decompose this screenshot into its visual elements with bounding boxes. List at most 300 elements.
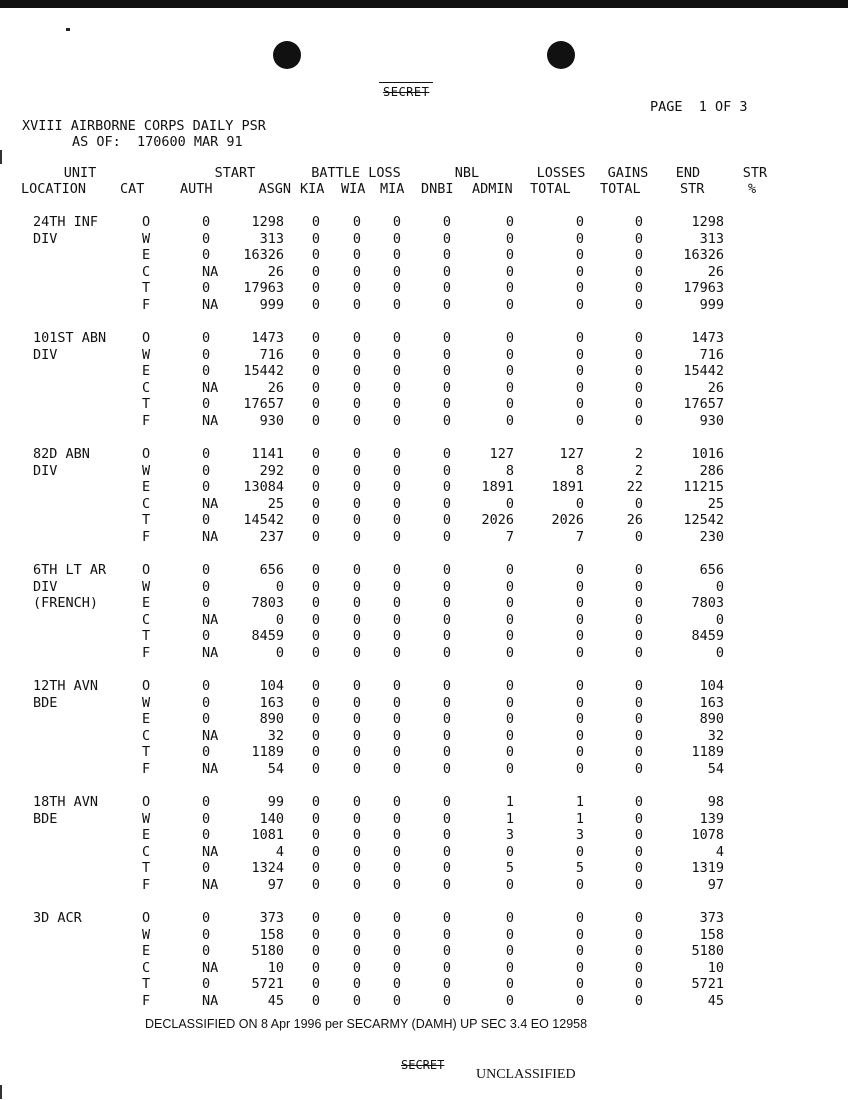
auth-cell: 0 bbox=[202, 794, 211, 810]
dnbi-cell: 0 bbox=[442, 214, 452, 230]
header-bottom-0: LOCATION bbox=[21, 181, 87, 197]
auth-cell: NA bbox=[202, 959, 219, 976]
unit-name: 82D ABN bbox=[33, 446, 90, 462]
end-str-cell: 97 bbox=[707, 876, 724, 893]
asgn-cell: 1189 bbox=[251, 744, 284, 761]
wia-cell: 0 bbox=[352, 230, 362, 247]
mia-cell: 0 bbox=[392, 462, 402, 479]
asgn-cell: 716 bbox=[259, 346, 284, 363]
header-bottom-10: TOTAL bbox=[600, 181, 641, 197]
dnbi-cell: 0 bbox=[442, 959, 452, 976]
header-top-4: LOSSES bbox=[536, 165, 586, 181]
gains-total-cell: 0 bbox=[634, 744, 644, 761]
admin-cell: 0 bbox=[505, 644, 515, 661]
dnbi-cell: 0 bbox=[442, 512, 452, 529]
header-bottom-2: AUTH bbox=[180, 181, 213, 197]
mia-cell: 0 bbox=[392, 794, 402, 810]
unit-name: 101ST ABN bbox=[33, 330, 107, 346]
left-edge-mark bbox=[0, 150, 2, 164]
header-top-5: GAINS bbox=[607, 165, 649, 181]
wia-cell: 0 bbox=[352, 379, 362, 396]
losses-total-cell: 0 bbox=[575, 876, 585, 893]
kia-cell: 0 bbox=[311, 678, 321, 694]
asgn-cell: 5180 bbox=[251, 943, 284, 960]
end-str-cell: 313 bbox=[699, 230, 724, 247]
category-cell: O bbox=[142, 330, 151, 346]
admin-cell: 0 bbox=[505, 396, 515, 413]
auth-cell: 0 bbox=[202, 860, 211, 877]
binder-hole-right bbox=[547, 41, 575, 69]
wia-cell: 0 bbox=[352, 711, 362, 728]
dnbi-cell: 0 bbox=[442, 495, 452, 512]
admin-cell: 0 bbox=[505, 578, 515, 595]
mia-cell: 0 bbox=[392, 214, 402, 230]
asgn-cell: 890 bbox=[259, 711, 284, 728]
wia-cell: 0 bbox=[352, 446, 362, 462]
wia-cell: 0 bbox=[352, 910, 362, 926]
dnbi-cell: 0 bbox=[442, 876, 452, 893]
dnbi-cell: 0 bbox=[442, 727, 452, 744]
gains-total-cell: 0 bbox=[634, 330, 644, 346]
kia-cell: 0 bbox=[311, 578, 321, 595]
auth-cell: 0 bbox=[202, 280, 211, 297]
dnbi-cell: 0 bbox=[442, 827, 452, 844]
end-str-cell: 999 bbox=[699, 296, 724, 313]
end-str-cell: 1473 bbox=[691, 330, 724, 346]
end-str-cell: 54 bbox=[707, 760, 724, 777]
admin-cell: 0 bbox=[505, 926, 515, 943]
wia-cell: 0 bbox=[352, 247, 362, 264]
losses-total-cell: 0 bbox=[575, 363, 585, 380]
category-cell: E bbox=[142, 711, 151, 728]
mia-cell: 0 bbox=[392, 678, 402, 694]
asgn-cell: 17963 bbox=[243, 280, 284, 297]
end-str-cell: 890 bbox=[699, 711, 724, 728]
admin-cell: 7 bbox=[505, 528, 514, 545]
mia-cell: 0 bbox=[392, 992, 402, 1009]
unit-name: 18TH AVN bbox=[33, 794, 99, 810]
dnbi-cell: 0 bbox=[442, 578, 452, 595]
dnbi-cell: 0 bbox=[442, 744, 452, 761]
category-cell: E bbox=[142, 479, 151, 496]
auth-cell: NA bbox=[202, 876, 219, 893]
end-str-cell: 45 bbox=[707, 992, 724, 1009]
gains-total-cell: 0 bbox=[634, 296, 644, 313]
category-cell: W bbox=[142, 230, 151, 247]
asgn-cell: 140 bbox=[259, 810, 284, 827]
unit-name: 24TH INF bbox=[33, 214, 99, 230]
header-bottom-6: MIA bbox=[380, 181, 405, 197]
admin-cell: 0 bbox=[505, 379, 515, 396]
losses-total-cell: 0 bbox=[575, 976, 585, 993]
gains-total-cell: 0 bbox=[634, 678, 644, 694]
category-cell: E bbox=[142, 363, 151, 380]
category-cell: F bbox=[142, 760, 151, 777]
end-str-cell: 16326 bbox=[683, 247, 724, 264]
losses-total-cell: 0 bbox=[575, 694, 585, 711]
mia-cell: 0 bbox=[392, 926, 402, 943]
header-bottom-9: TOTAL bbox=[530, 181, 571, 197]
end-str-cell: 1016 bbox=[691, 446, 724, 462]
asgn-cell: 313 bbox=[259, 230, 284, 247]
header-top-7: STR bbox=[742, 165, 768, 181]
end-str-cell: 26 bbox=[707, 379, 724, 396]
header-bottom-1: CAT bbox=[120, 181, 145, 197]
auth-cell: 0 bbox=[202, 694, 211, 711]
header-bottom-5: WIA bbox=[341, 181, 366, 197]
admin-cell: 0 bbox=[505, 330, 515, 346]
asgn-cell: 99 bbox=[267, 794, 284, 810]
auth-cell: 0 bbox=[202, 578, 211, 595]
gains-total-cell: 2 bbox=[634, 446, 643, 462]
kia-cell: 0 bbox=[311, 727, 321, 744]
losses-total-cell: 0 bbox=[575, 727, 585, 744]
dnbi-cell: 0 bbox=[442, 247, 452, 264]
category-cell: F bbox=[142, 412, 151, 429]
mia-cell: 0 bbox=[392, 528, 402, 545]
kia-cell: 0 bbox=[311, 512, 321, 529]
dnbi-cell: 0 bbox=[442, 843, 452, 860]
dnbi-cell: 0 bbox=[442, 760, 452, 777]
dnbi-cell: 0 bbox=[442, 263, 452, 280]
header-top-2: BATTLE LOSS bbox=[311, 165, 401, 181]
unit-name: BDE bbox=[33, 810, 58, 827]
header-bottom-3: ASGN bbox=[258, 181, 291, 197]
asgn-cell: 373 bbox=[259, 910, 284, 926]
dnbi-cell: 0 bbox=[442, 910, 452, 926]
declassification-notice: DECLASSIFIED ON 8 Apr 1996 per SECARMY (DAMH) UP SEC 3.4 EO 12958 bbox=[145, 1017, 588, 1031]
asgn-cell: 1141 bbox=[251, 446, 284, 462]
asgn-cell: 656 bbox=[259, 562, 284, 578]
gains-total-cell: 0 bbox=[634, 959, 644, 976]
end-str-cell: 163 bbox=[699, 694, 724, 711]
wia-cell: 0 bbox=[352, 396, 362, 413]
gains-total-cell: 0 bbox=[634, 263, 644, 280]
mia-cell: 0 bbox=[392, 860, 402, 877]
gains-total-cell: 0 bbox=[634, 694, 644, 711]
asgn-cell: 4 bbox=[275, 843, 284, 860]
gains-total-cell: 0 bbox=[634, 562, 644, 578]
gains-total-cell: 0 bbox=[634, 976, 644, 993]
category-cell: F bbox=[142, 644, 151, 661]
mia-cell: 0 bbox=[392, 446, 402, 462]
wia-cell: 0 bbox=[352, 943, 362, 960]
kia-cell: 0 bbox=[311, 910, 321, 926]
admin-cell: 0 bbox=[505, 876, 515, 893]
end-str-cell: 286 bbox=[699, 462, 724, 479]
dnbi-cell: 0 bbox=[442, 379, 452, 396]
admin-cell: 0 bbox=[505, 280, 515, 297]
dnbi-cell: 0 bbox=[442, 810, 452, 827]
kia-cell: 0 bbox=[311, 479, 321, 496]
kia-cell: 0 bbox=[311, 346, 321, 363]
kia-cell: 0 bbox=[311, 810, 321, 827]
losses-total-cell: 0 bbox=[575, 412, 585, 429]
asgn-cell: 237 bbox=[259, 528, 284, 545]
auth-cell: 0 bbox=[202, 214, 211, 230]
kia-cell: 0 bbox=[311, 711, 321, 728]
header-top-1: START bbox=[214, 165, 256, 181]
mia-cell: 0 bbox=[392, 760, 402, 777]
category-cell: T bbox=[142, 280, 151, 297]
auth-cell: NA bbox=[202, 644, 219, 661]
kia-cell: 0 bbox=[311, 296, 321, 313]
admin-cell: 0 bbox=[505, 711, 515, 728]
gains-total-cell: 0 bbox=[634, 628, 644, 645]
admin-cell: 0 bbox=[505, 843, 515, 860]
admin-cell: 0 bbox=[505, 214, 515, 230]
gains-total-cell: 0 bbox=[634, 363, 644, 380]
unclassified-stamp: UNCLASSIFIED bbox=[476, 1067, 576, 1082]
wia-cell: 0 bbox=[352, 959, 362, 976]
gains-total-cell: 2 bbox=[634, 462, 643, 479]
losses-total-cell: 0 bbox=[575, 992, 585, 1009]
category-cell: W bbox=[142, 694, 151, 711]
losses-total-cell: 7 bbox=[575, 528, 584, 545]
end-str-cell: 0 bbox=[715, 644, 724, 661]
dnbi-cell: 0 bbox=[442, 446, 452, 462]
classification-bottom: SECRET bbox=[401, 1058, 445, 1072]
category-cell: T bbox=[142, 860, 151, 877]
gains-total-cell: 0 bbox=[634, 595, 644, 612]
gains-total-cell: 0 bbox=[634, 412, 644, 429]
wia-cell: 0 bbox=[352, 280, 362, 297]
asgn-cell: 45 bbox=[267, 992, 284, 1009]
end-str-cell: 158 bbox=[699, 926, 724, 943]
category-cell: E bbox=[142, 595, 151, 612]
header-bottom-11: STR bbox=[680, 181, 705, 197]
losses-total-cell: 0 bbox=[575, 379, 585, 396]
category-cell: E bbox=[142, 943, 151, 960]
category-cell: W bbox=[142, 578, 151, 595]
header-top-3: NBL bbox=[454, 165, 480, 181]
mia-cell: 0 bbox=[392, 876, 402, 893]
unit-name: DIV bbox=[33, 230, 58, 247]
dnbi-cell: 0 bbox=[442, 479, 452, 496]
kia-cell: 0 bbox=[311, 926, 321, 943]
kia-cell: 0 bbox=[311, 562, 321, 578]
mia-cell: 0 bbox=[392, 479, 402, 496]
gains-total-cell: 0 bbox=[634, 827, 644, 844]
gains-total-cell: 0 bbox=[634, 760, 644, 777]
auth-cell: NA bbox=[202, 379, 219, 396]
header-bottom-12: % bbox=[748, 181, 757, 197]
dnbi-cell: 0 bbox=[442, 330, 452, 346]
end-str-cell: 98 bbox=[707, 794, 724, 810]
gains-total-cell: 0 bbox=[634, 578, 644, 595]
auth-cell: NA bbox=[202, 412, 219, 429]
asgn-cell: 17657 bbox=[243, 396, 284, 413]
wia-cell: 0 bbox=[352, 611, 362, 628]
admin-cell: 0 bbox=[505, 744, 515, 761]
losses-total-cell: 0 bbox=[575, 843, 585, 860]
end-str-cell: 4 bbox=[715, 843, 724, 860]
auth-cell: 0 bbox=[202, 512, 211, 529]
mia-cell: 0 bbox=[392, 611, 402, 628]
dnbi-cell: 0 bbox=[442, 462, 452, 479]
category-cell: C bbox=[142, 379, 151, 396]
mia-cell: 0 bbox=[392, 959, 402, 976]
dnbi-cell: 0 bbox=[442, 396, 452, 413]
asgn-cell: 0 bbox=[275, 644, 284, 661]
dnbi-cell: 0 bbox=[442, 926, 452, 943]
admin-cell: 5 bbox=[505, 860, 514, 877]
gains-total-cell: 0 bbox=[634, 843, 644, 860]
category-cell: T bbox=[142, 744, 151, 761]
admin-cell: 3 bbox=[505, 827, 514, 844]
mia-cell: 0 bbox=[392, 595, 402, 612]
auth-cell: 0 bbox=[202, 363, 211, 380]
kia-cell: 0 bbox=[311, 214, 321, 230]
wia-cell: 0 bbox=[352, 528, 362, 545]
header-top-0: UNIT bbox=[63, 165, 97, 181]
auth-cell: 0 bbox=[202, 827, 211, 844]
losses-total-cell: 0 bbox=[575, 495, 585, 512]
auth-cell: 0 bbox=[202, 479, 211, 496]
auth-cell: NA bbox=[202, 760, 219, 777]
kia-cell: 0 bbox=[311, 992, 321, 1009]
kia-cell: 0 bbox=[311, 943, 321, 960]
category-cell: O bbox=[142, 910, 151, 926]
kia-cell: 0 bbox=[311, 412, 321, 429]
mia-cell: 0 bbox=[392, 711, 402, 728]
admin-cell: 8 bbox=[505, 462, 514, 479]
mia-cell: 0 bbox=[392, 412, 402, 429]
wia-cell: 0 bbox=[352, 263, 362, 280]
dnbi-cell: 0 bbox=[442, 412, 452, 429]
mia-cell: 0 bbox=[392, 495, 402, 512]
losses-total-cell: 0 bbox=[575, 230, 585, 247]
category-cell: O bbox=[142, 446, 151, 462]
losses-total-cell: 0 bbox=[575, 396, 585, 413]
asgn-cell: 1324 bbox=[251, 860, 284, 877]
dnbi-cell: 0 bbox=[442, 628, 452, 645]
dnbi-cell: 0 bbox=[442, 694, 452, 711]
category-cell: O bbox=[142, 562, 151, 578]
admin-cell: 0 bbox=[505, 678, 515, 694]
mia-cell: 0 bbox=[392, 644, 402, 661]
gains-total-cell: 0 bbox=[634, 926, 644, 943]
admin-cell: 0 bbox=[505, 727, 515, 744]
unit-name: (FRENCH) bbox=[33, 595, 99, 612]
kia-cell: 0 bbox=[311, 794, 321, 810]
admin-cell: 0 bbox=[505, 611, 515, 628]
end-str-cell: 26 bbox=[707, 263, 724, 280]
kia-cell: 0 bbox=[311, 330, 321, 346]
auth-cell: 0 bbox=[202, 910, 211, 926]
dnbi-cell: 0 bbox=[442, 595, 452, 612]
unit-name: DIV bbox=[33, 346, 58, 363]
unit-name: DIV bbox=[33, 578, 58, 595]
wia-cell: 0 bbox=[352, 926, 362, 943]
auth-cell: NA bbox=[202, 843, 219, 860]
dnbi-cell: 0 bbox=[442, 611, 452, 628]
end-str-cell: 17963 bbox=[683, 280, 724, 297]
admin-cell: 0 bbox=[505, 595, 515, 612]
category-cell: W bbox=[142, 346, 151, 363]
wia-cell: 0 bbox=[352, 363, 362, 380]
end-str-cell: 15442 bbox=[683, 363, 724, 380]
end-str-cell: 8459 bbox=[691, 628, 724, 645]
end-str-cell: 5721 bbox=[691, 976, 724, 993]
gains-total-cell: 0 bbox=[634, 611, 644, 628]
wia-cell: 0 bbox=[352, 578, 362, 595]
asgn-cell: 104 bbox=[259, 678, 284, 694]
wia-cell: 0 bbox=[352, 330, 362, 346]
end-str-cell: 1298 bbox=[691, 214, 724, 230]
admin-cell: 0 bbox=[505, 992, 515, 1009]
unit-name: 6TH LT AR bbox=[33, 562, 107, 578]
end-str-cell: 230 bbox=[699, 528, 724, 545]
kia-cell: 0 bbox=[311, 495, 321, 512]
asgn-cell: 1473 bbox=[251, 330, 284, 346]
losses-total-cell: 0 bbox=[575, 330, 585, 346]
wia-cell: 0 bbox=[352, 346, 362, 363]
category-cell: C bbox=[142, 843, 151, 860]
admin-cell: 0 bbox=[505, 495, 515, 512]
auth-cell: NA bbox=[202, 528, 219, 545]
wia-cell: 0 bbox=[352, 595, 362, 612]
auth-cell: NA bbox=[202, 727, 219, 744]
admin-cell: 1 bbox=[505, 810, 514, 827]
asgn-cell: 10 bbox=[267, 959, 284, 976]
admin-cell: 0 bbox=[505, 628, 515, 645]
asgn-cell: 8459 bbox=[251, 628, 284, 645]
category-cell: F bbox=[142, 876, 151, 893]
asgn-cell: 26 bbox=[267, 263, 284, 280]
admin-cell: 0 bbox=[505, 412, 515, 429]
mia-cell: 0 bbox=[392, 744, 402, 761]
kia-cell: 0 bbox=[311, 230, 321, 247]
dnbi-cell: 0 bbox=[442, 860, 452, 877]
admin-cell: 0 bbox=[505, 694, 515, 711]
asgn-cell: 292 bbox=[259, 462, 284, 479]
admin-cell: 0 bbox=[505, 976, 515, 993]
gains-total-cell: 0 bbox=[634, 711, 644, 728]
admin-cell: 0 bbox=[505, 943, 515, 960]
losses-total-cell: 1891 bbox=[551, 479, 584, 496]
kia-cell: 0 bbox=[311, 595, 321, 612]
losses-total-cell: 0 bbox=[575, 611, 585, 628]
unit-name: 12TH AVN bbox=[33, 678, 99, 694]
header-bottom-7: DNBI bbox=[421, 181, 454, 197]
gains-total-cell: 0 bbox=[634, 860, 644, 877]
mia-cell: 0 bbox=[392, 363, 402, 380]
wia-cell: 0 bbox=[352, 562, 362, 578]
admin-cell: 0 bbox=[505, 760, 515, 777]
kia-cell: 0 bbox=[311, 959, 321, 976]
wia-cell: 0 bbox=[352, 628, 362, 645]
kia-cell: 0 bbox=[311, 263, 321, 280]
gains-total-cell: 0 bbox=[634, 346, 644, 363]
end-str-cell: 0 bbox=[715, 578, 724, 595]
end-str-cell: 1319 bbox=[691, 860, 724, 877]
wia-cell: 0 bbox=[352, 992, 362, 1009]
kia-cell: 0 bbox=[311, 744, 321, 761]
losses-total-cell: 5 bbox=[575, 860, 584, 877]
gains-total-cell: 0 bbox=[634, 644, 644, 661]
gains-total-cell: 0 bbox=[634, 214, 644, 230]
kia-cell: 0 bbox=[311, 363, 321, 380]
gains-total-cell: 0 bbox=[634, 396, 644, 413]
admin-cell: 0 bbox=[505, 959, 515, 976]
kia-cell: 0 bbox=[311, 760, 321, 777]
auth-cell: 0 bbox=[202, 628, 211, 645]
wia-cell: 0 bbox=[352, 296, 362, 313]
mia-cell: 0 bbox=[392, 230, 402, 247]
mia-cell: 0 bbox=[392, 346, 402, 363]
auth-cell: 0 bbox=[202, 230, 211, 247]
